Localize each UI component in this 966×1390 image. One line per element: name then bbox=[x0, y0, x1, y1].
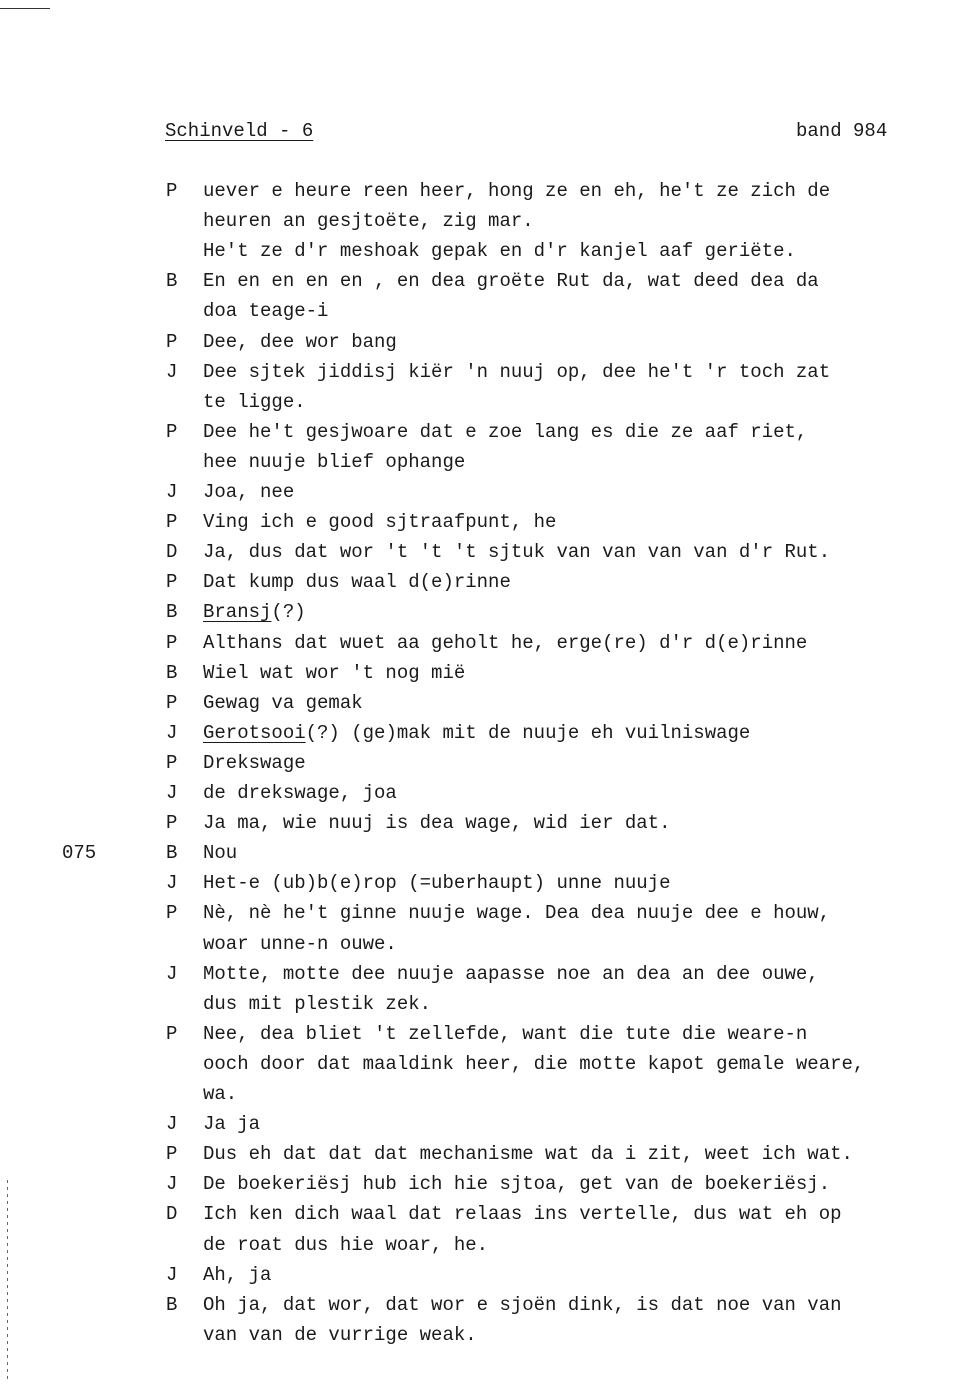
speaker-label: P bbox=[166, 691, 178, 714]
utterance-line: Dat kump dus waal d(e)rinne bbox=[203, 571, 511, 594]
speaker-label: J bbox=[166, 360, 178, 383]
speaker-label: B bbox=[166, 842, 178, 865]
speaker-label: J bbox=[166, 1113, 178, 1136]
utterance-line: wa. bbox=[203, 1083, 238, 1105]
speaker-label: P bbox=[166, 420, 178, 443]
utterance-line: dus mit plestik zek. bbox=[203, 992, 432, 1015]
utterance-line: de roat dus hie woar, he. bbox=[203, 1233, 489, 1256]
speaker-label: P bbox=[166, 902, 178, 925]
underlined-term: Bransj bbox=[203, 601, 272, 624]
speaker-label: P bbox=[166, 571, 178, 594]
utterance-line: Ja ma, wie nuuj is dea wage, wid ier dat. bbox=[203, 812, 671, 835]
speaker-label: J bbox=[166, 1173, 178, 1196]
utterance-line: Ah, ja bbox=[203, 1263, 272, 1286]
utterance-line: hee nuuje blief ophange bbox=[203, 450, 466, 473]
header-band: band 984 bbox=[796, 120, 888, 142]
utterance-line: de drekswage, joa bbox=[203, 782, 397, 804]
utterance-line: doa teage-i bbox=[203, 300, 329, 323]
speaker-label: P bbox=[166, 812, 178, 835]
utterance-line: Wiel wat wor 't nog mië bbox=[203, 661, 466, 684]
speaker-label: J bbox=[166, 962, 178, 985]
top-rule bbox=[0, 8, 50, 9]
utterance-line: Ja ja bbox=[203, 1113, 261, 1136]
utterance-line: De boekeriësj hub ich hie sjtoa, get van de boekeriësj. bbox=[203, 1173, 831, 1196]
speaker-label: J bbox=[166, 782, 178, 804]
speaker-label: B bbox=[166, 270, 178, 293]
utterance-line: He't ze d'r meshoak gepak en d'r kanjel aaf geriëte. bbox=[203, 240, 796, 263]
speaker-label: J bbox=[166, 872, 178, 895]
speaker-label: J bbox=[166, 481, 178, 503]
utterance-line: Oh ja, dat wor, dat wor e sjoën dink, is dat noe van van bbox=[203, 1293, 842, 1316]
utterance-line: Dee, dee wor bang bbox=[203, 330, 397, 353]
header-title: Schinveld - 6 bbox=[165, 120, 314, 142]
utterance-line: Nee, dea bliet 't zellefde, want die tute die weare-n bbox=[203, 1022, 808, 1045]
utterance-line: te ligge. bbox=[203, 390, 306, 413]
utterance-line: Ja, dus dat wor 't 't 't sjtuk van van van van d'r Rut. bbox=[203, 541, 831, 564]
utterance-line: Gerotsooi(?) (ge)mak mit de nuuje eh vuilniswage bbox=[203, 721, 751, 744]
utterance-line: ooch door dat maaldink heer, die motte kapot gemale weare, bbox=[203, 1052, 865, 1075]
utterance-line: heuren an gesjtoëte, zig mar. bbox=[203, 210, 534, 233]
utterance-line: Ich ken dich waal dat relaas ins vertelle, dus wat eh op bbox=[203, 1203, 842, 1226]
speaker-label: P bbox=[166, 631, 178, 654]
speaker-label: P bbox=[166, 180, 178, 202]
utterance-line: Dee sjtek jiddisj kiër 'n nuuj op, dee he't 'r toch zat bbox=[203, 360, 831, 383]
utterance-line: woar unne-n ouwe. bbox=[203, 932, 397, 955]
speaker-label: J bbox=[166, 721, 178, 744]
underlined-term: Gerotsooi bbox=[203, 721, 306, 744]
utterance-line: Het-e (ub)b(e)rop (=uberhaupt) unne nuuje bbox=[203, 872, 671, 895]
margin-number: 075 bbox=[62, 842, 97, 865]
utterance-line: Joa, nee bbox=[203, 481, 295, 503]
utterance-line: uever e heure reen heer, hong ze en eh, he't ze zich de bbox=[203, 180, 831, 202]
utterance-line: Motte, motte dee nuuje aapasse noe an dea an dee ouwe, bbox=[203, 962, 819, 985]
speaker-label: P bbox=[166, 511, 178, 534]
utterance-line: van van de vurrige weak. bbox=[203, 1323, 477, 1346]
speaker-label: B bbox=[166, 661, 178, 684]
utterance-line: Gewag va gemak bbox=[203, 691, 363, 714]
utterance-line: Ving ich e good sjtraafpunt, he bbox=[203, 511, 557, 534]
margin-mark bbox=[7, 1180, 8, 1380]
speaker-label: P bbox=[166, 330, 178, 353]
utterance-line: Bransj(?) bbox=[203, 601, 306, 624]
utterance-line: En en en en en , en dea groëte Rut da, wat deed dea da bbox=[203, 270, 819, 293]
speaker-label: B bbox=[166, 1293, 178, 1316]
utterance-line: Nou bbox=[203, 842, 238, 865]
speaker-label: B bbox=[166, 601, 178, 624]
speaker-label: P bbox=[166, 1022, 178, 1045]
utterance-line: Dus eh dat dat dat mechanisme wat da i zit, weet ich wat. bbox=[203, 1143, 853, 1166]
speaker-label: P bbox=[166, 751, 178, 774]
utterance-line: Dee he't gesjwoare dat e zoe lang es die ze aaf riet, bbox=[203, 420, 808, 443]
utterance-line: Drekswage bbox=[203, 751, 306, 774]
utterance-line: Nè, nè he't ginne nuuje wage. Dea dea nuuje dee e houw, bbox=[203, 902, 831, 925]
speaker-label: J bbox=[166, 1263, 178, 1286]
utterance-line: Althans dat wuet aa geholt he, erge(re) d'r d(e)rinne bbox=[203, 631, 808, 654]
speaker-label: D bbox=[166, 1203, 178, 1226]
speaker-label: D bbox=[166, 541, 178, 564]
speaker-label: P bbox=[166, 1143, 178, 1166]
